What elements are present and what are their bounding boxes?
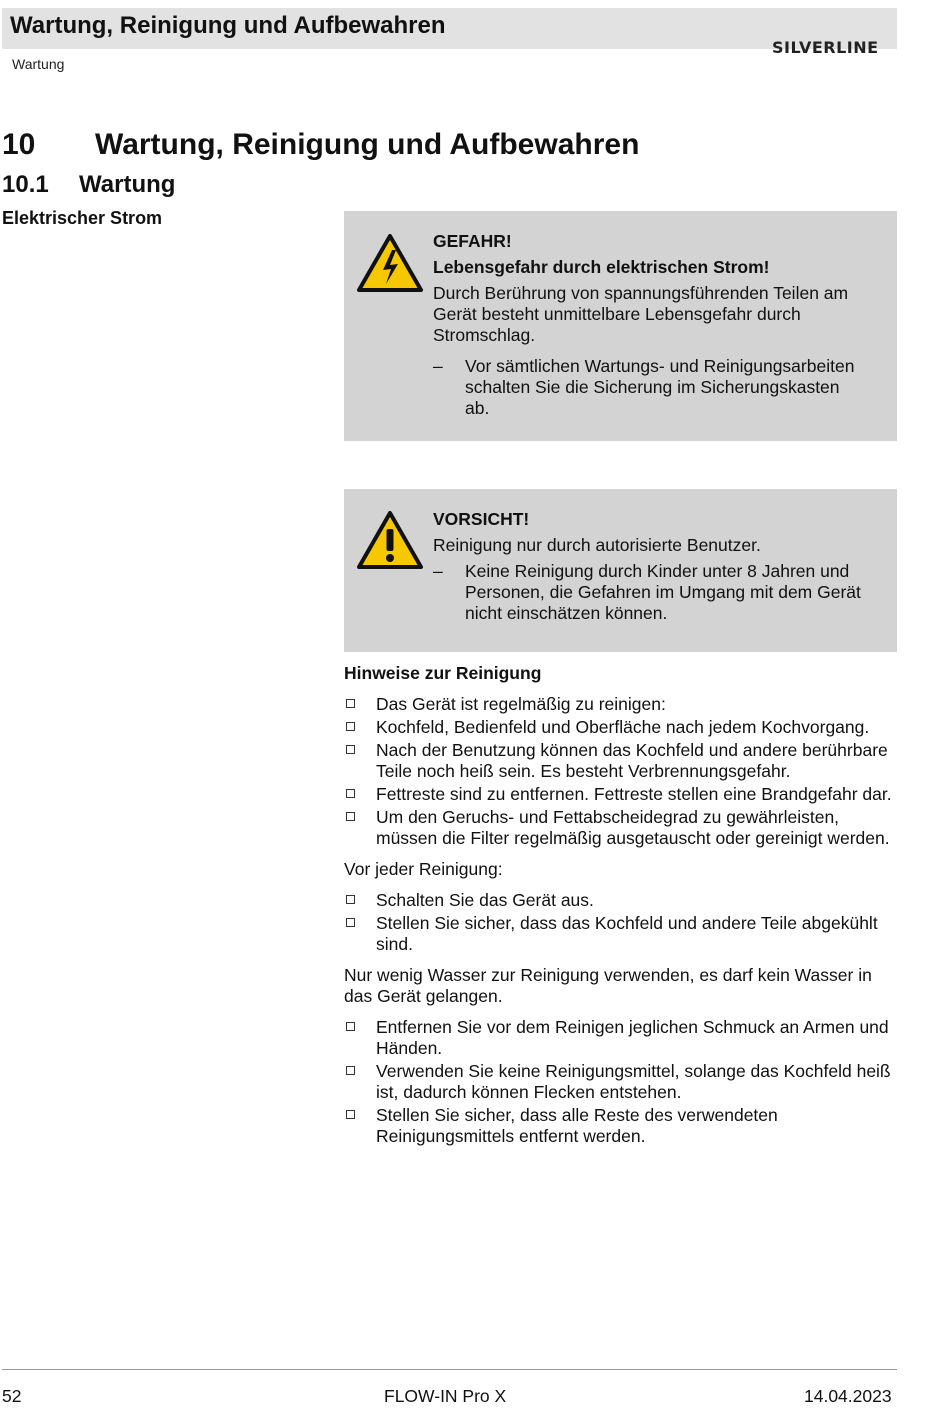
- dash-marker: –: [433, 561, 443, 581]
- header-title: Wartung, Reinigung und Aufbewahren: [10, 12, 446, 39]
- list-item: [344, 694, 894, 715]
- caution-measure-text: Keine Reinigung durch Kinder unter 8 Jahren und Personen, die Gefahren im Umgang mit dem Gerät nicht einschätzen können.: [465, 561, 861, 623]
- water-note: Nur wenig Wasser zur Reinigung verwenden, es darf kein Wasser in das Gerät gelangen.: [344, 965, 872, 1006]
- bullet-square-icon: [346, 1066, 355, 1075]
- list-item: [344, 1105, 894, 1147]
- list-item-text: Nach der Benutzung können das Kochfeld und andere berührbare Teile noch heiß sein. Es besteht Verbrennungsgefahr.: [376, 740, 888, 781]
- danger-headline: Lebensgefahr durch elektrischen Strom!: [433, 257, 770, 277]
- bullet-square-icon: [346, 789, 355, 798]
- electric-hazard-icon: [355, 232, 425, 294]
- caution-notice: [344, 489, 897, 652]
- list-item-text: Schalten Sie das Gerät aus.: [376, 890, 594, 910]
- danger-signal-word: GEFAHR!: [433, 231, 512, 251]
- warning-exclamation-icon: [355, 509, 425, 571]
- bullet-square-icon: [346, 1110, 355, 1119]
- caution-measure: [433, 561, 867, 624]
- list-item: [344, 807, 894, 849]
- brand-logo: SILVERLINE: [772, 38, 879, 57]
- before-cleaning-list: [344, 890, 894, 955]
- list-item-text: Das Gerät ist regelmäßig zu reinigen:: [376, 694, 666, 714]
- list-item: [344, 1061, 894, 1103]
- precaution-list: [344, 1017, 894, 1147]
- header-subtitle: Wartung: [12, 56, 65, 72]
- list-item: [344, 1017, 894, 1059]
- footer-product: FLOW-IN Pro X: [384, 1386, 507, 1406]
- chapter-heading: [2, 128, 639, 162]
- caution-notice-content: [433, 509, 867, 624]
- list-item-text: Stellen Sie sicher, dass das Kochfeld und andere Teile abgekühlt sind.: [376, 913, 878, 954]
- list-item: [344, 717, 894, 738]
- list-item: [344, 913, 894, 955]
- chapter-number: 10: [2, 128, 36, 161]
- list-item-text: Verwenden Sie keine Reinigungsmittel, solange das Kochfeld heiß ist, dadurch können Flecken entstehen.: [376, 1061, 891, 1102]
- cleaning-instructions: [344, 663, 894, 1157]
- list-item: [344, 890, 894, 911]
- caution-signal-word: VORSICHT!: [433, 509, 530, 529]
- danger-measure: [433, 356, 867, 419]
- list-item-text: Entfernen Sie vor dem Reinigen jeglichen Schmuck an Armen und Händen.: [376, 1017, 889, 1058]
- section-title: Wartung: [79, 171, 176, 198]
- dash-marker: –: [433, 356, 443, 376]
- footer-date: 14.04.2023: [804, 1386, 892, 1406]
- bullet-square-icon: [346, 895, 355, 904]
- bullet-square-icon: [346, 722, 355, 731]
- cleaning-heading: Hinweise zur Reinigung: [344, 663, 542, 683]
- side-label: Elektrischer Strom: [2, 208, 163, 228]
- section-heading: [2, 171, 175, 199]
- list-item-text: Fettreste sind zu entfernen. Fettreste stellen eine Brandgefahr dar.: [376, 784, 892, 804]
- list-item-text: Kochfeld, Bedienfeld und Oberfläche nach jedem Kochvorgang.: [376, 717, 870, 737]
- list-item: [344, 784, 894, 805]
- bullet-square-icon: [346, 918, 355, 927]
- list-item-text: Stellen Sie sicher, dass alle Reste des verwendeten Reinigungsmittels entfernt werden.: [376, 1105, 778, 1146]
- chapter-title: Wartung, Reinigung und Aufbewahren: [95, 128, 640, 161]
- danger-measure-text: Vor sämtlichen Wartungs- und Reinigungsarbeiten schalten Sie die Sicherung im Sicherungskasten ab.: [465, 356, 855, 418]
- danger-notice-content: [433, 231, 867, 419]
- bullet-square-icon: [346, 1022, 355, 1031]
- bullet-square-icon: [346, 745, 355, 754]
- cleaning-list: [344, 694, 894, 849]
- page-number: 52: [2, 1386, 22, 1406]
- section-number: 10.1: [2, 171, 49, 198]
- footer-divider: [2, 1369, 897, 1370]
- danger-description: Durch Berührung von spannungsführenden Teilen am Gerät besteht unmittelbare Lebensgefahr durch Stromschlag.: [433, 283, 849, 345]
- danger-notice: [344, 211, 897, 441]
- caution-headline: Reinigung nur durch autorisierte Benutzer.: [433, 535, 761, 555]
- list-item: [344, 740, 894, 782]
- bullet-square-icon: [346, 812, 355, 821]
- before-cleaning-text: Vor jeder Reinigung:: [344, 859, 503, 879]
- list-item-text: Um den Geruchs- und Fettabscheidegrad zu gewährleisten, müssen die Filter regelmäßig ausgetauscht oder gereinigt werden.: [376, 807, 890, 848]
- bullet-square-icon: [346, 699, 355, 708]
